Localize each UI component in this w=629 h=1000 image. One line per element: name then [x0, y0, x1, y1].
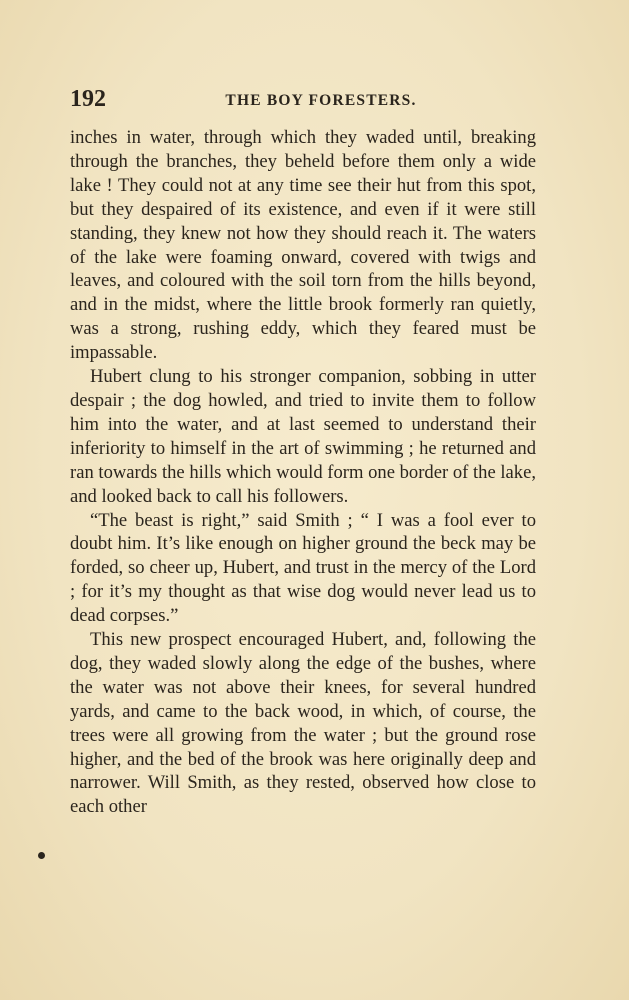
page-body [70, 126, 536, 819]
margin-ink-mark [38, 852, 45, 859]
paragraph: inches in water, through which they waded until, breaking through the branches, they beheld before them only a wide lake ! They could not at any time see their hut from this spot, but they despaired of its existence, and even if it were still standing, they knew not how they should reach it. The waters of the lake were foaming onward, covered with twigs and leaves, and coloured with the soil torn from the hills beyond, and in the midst, where the little brook formerly ran quietly, was a strong, rushing eddy, which they feared must be impassable. [70, 127, 536, 364]
page-number: 192 [70, 86, 106, 112]
paragraph: Hubert clung to his stronger companion, sobbing in utter despair ; the dog howled, and tried to invite them to follow him into the water, and at last seemed to understand their inferiority to himself in the art of swimming ; he returned and ran towards the hills which would form one border of the lake, and looked back to call his followers. [70, 366, 536, 507]
page-header [70, 86, 536, 118]
paragraph: “The beast is right,” said Smith ; “ I was a fool ever to doubt him. It’s like enough on higher ground the beck may be forded, so cheer up, Hubert, and trust in the mercy of the Lord ; for it’s my thought as that wise dog would never lead us to dead corpses.” [70, 509, 536, 627]
paragraph: This new prospect encouraged Hubert, and, following the dog, they waded slowly along the edge of the bushes, where the water was not above their knees, for several hundred yards, and came to the back wood, in which, of course, the trees were all growing from the water ; but the ground rose higher, and the bed of the brook was here originally deep and narrower. Will Smith, as they rested, observed how close to each other [70, 629, 536, 818]
running-head: THE BOY FORESTERS. [225, 92, 417, 109]
